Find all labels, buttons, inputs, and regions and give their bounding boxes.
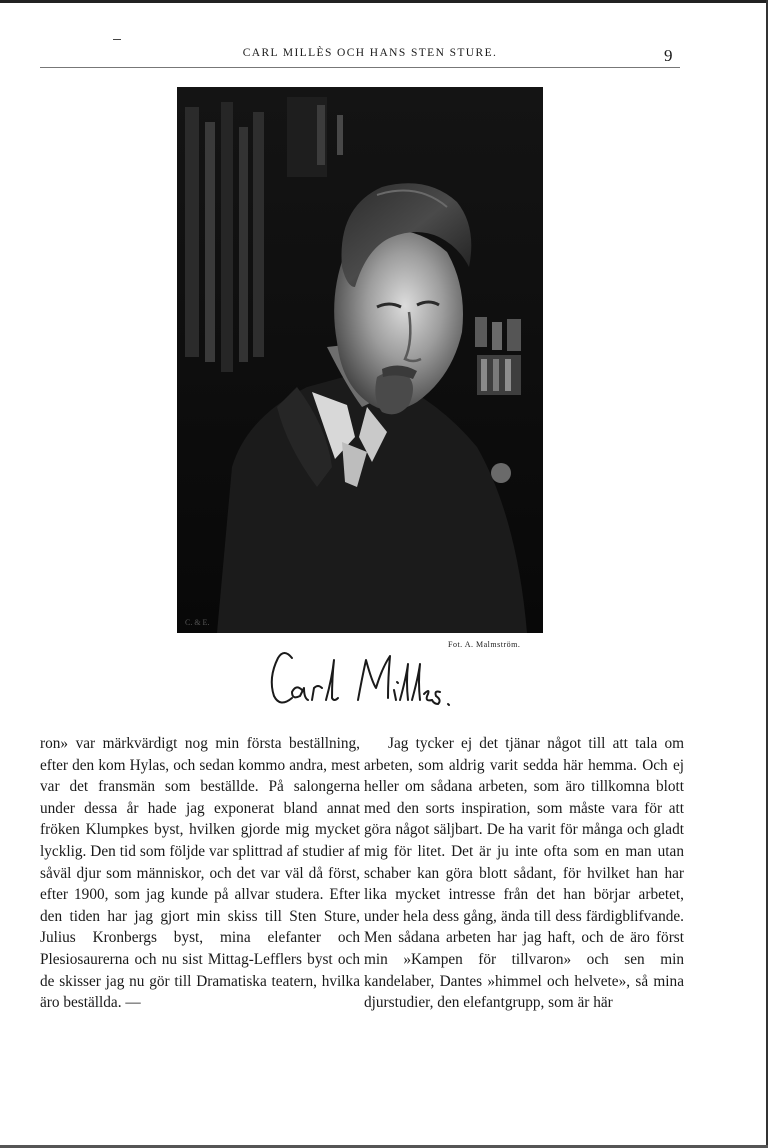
paragraph-left: ron» var märkvärdigt nog min första beställning, efter den kom Hylas, och sedan kommo andra, mest var det fransmän som beställde. På salongerna under dessa år hade jag exponerat bland annat fröken Klumpkes byst, hvilken gjorde mig mycket lycklig. Den tid som följde var splittrad af studier af såväl djur som människor, och det var väl då först, efter 1900, som jag kunde på allvar studera. Efter den tiden har jag gjort min skiss till Sten Sture, Julius Kronbergs byst, mina elefanter och Plesiosaurerna och nu sist Mittag-Lefflers byst och de skisser jag nu gör till Dramatiska teatern, hvilka äro beställda. — [40,735,360,1012]
signature-text: Carl Milles. [262,638,267,639]
body-column-left [40,733,360,1014]
body-column-right [364,733,684,1014]
top-border [0,0,768,3]
portrait-icon [177,87,543,633]
running-head: CARL MILLÈS OCH HANS STEN STURE. [242,47,498,59]
handwritten-signature-icon [262,638,472,718]
svg-text:C. & E.: C. & E. [185,618,210,627]
photo-credit: Fot. A. Malmström. [448,640,521,649]
page-number: 9 [664,46,673,65]
header-rule [40,67,680,68]
paragraph-right: Jag tycker ej det tjänar något till att tala om arbeten, som aldrig varit sedda här hemma. Och ej heller om sådana arbeten, som äro tillkomna blott med den sorts inspiration, som måste vara för att göra något säljbart. De ha varit för många och gladt mig för litet. Det är ju inte ofta som en man utan schaber kan göra blott sådant, för hvilket han har lika mycket intresse från det han börjar arbetet, under hela dess gång, ända till dess färdigblifvande. Men sådana arbeten har jag haft, och de äro först min »Kampen för tillvaron» och sen min kandelaber, Dantes »himmel och helvete», så mina djurstudier, den elefantgrupp, som är här [364,735,684,1012]
tick-mark [113,39,121,40]
signature [262,638,472,718]
portrait-photograph [177,87,543,633]
